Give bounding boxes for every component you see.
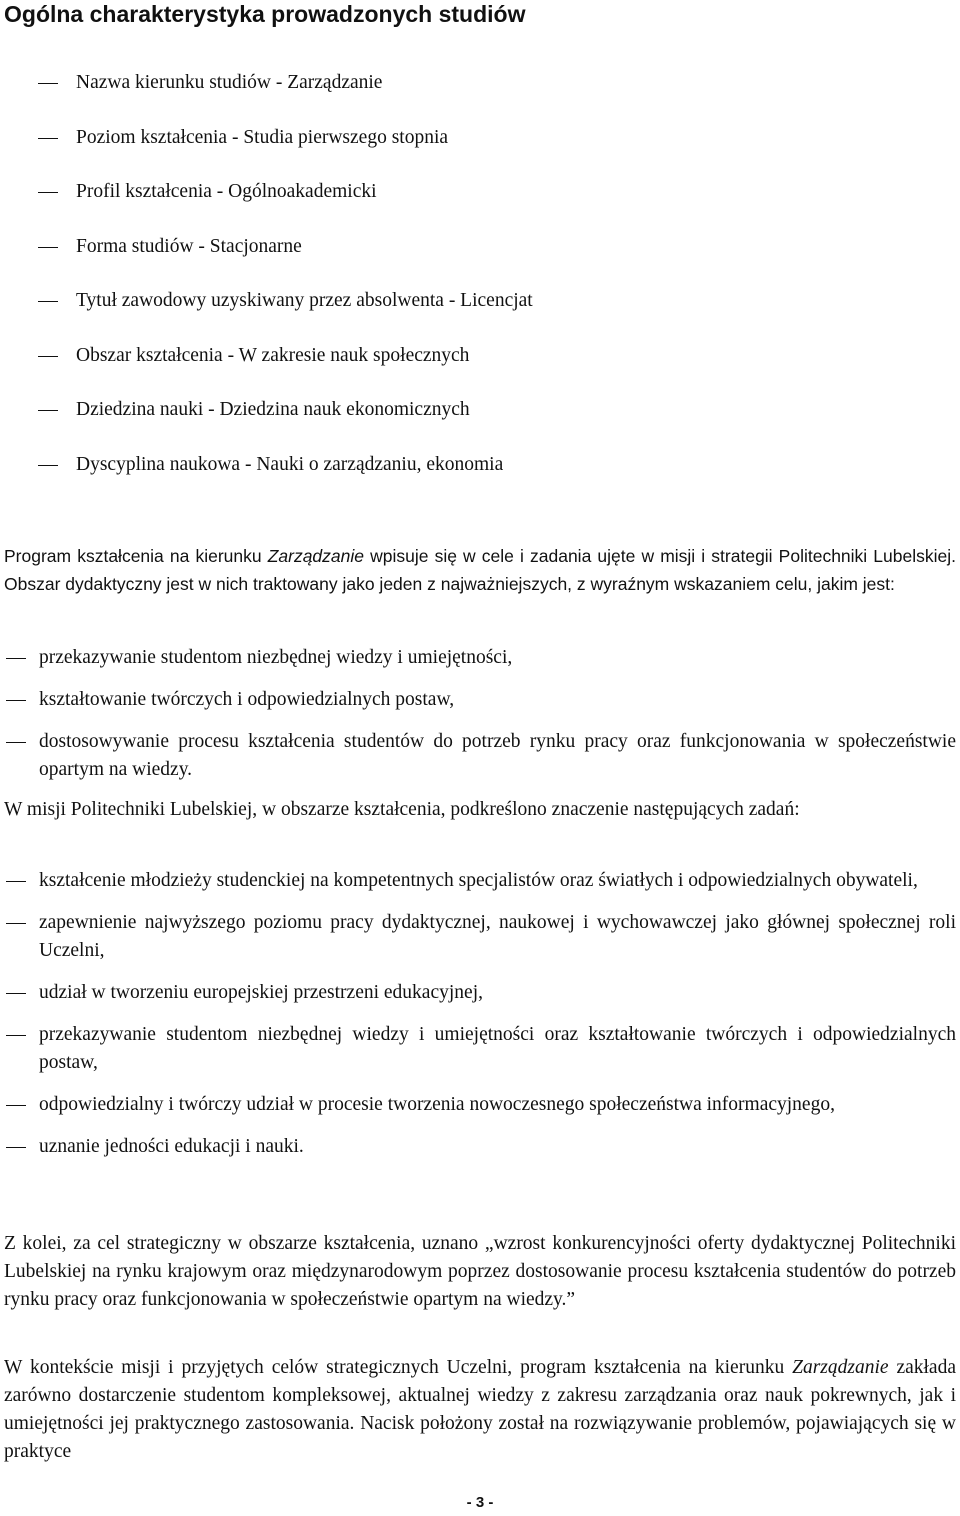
list-item: Poziom kształcenia - Studia pierwszego stopnia: [4, 125, 956, 180]
dash-bullet-icon: [6, 923, 26, 924]
mission-paragraph: W misji Politechniki Lubelskiej, w obszarze kształcenia, podkreślono znaczenie następujących zadań:: [4, 799, 800, 820]
list-item: udział w tworzeniu europejskiej przestrzeni edukacyjnej,: [4, 979, 956, 1007]
program-intro-paragraph: Program kształcenia na kierunku Zarządzanie wpisuje się w cele i zadania ujęte w misji i strategii Politechniki Lubelskiej. Obszar dydaktyczny jest w nich traktowany jako jeden z najważniejszych, z wyraźnym wskazaniem celu, jakim jest:: [4, 546, 956, 594]
list-item: Dziedzina nauki - Dziedzina nauk ekonomicznych: [4, 397, 956, 452]
list-item: Profil kształcenia - Ogólnoakademicki: [4, 179, 956, 234]
dash-bullet-icon: [38, 247, 58, 248]
list-item: Obszar kształcenia - W zakresie nauk społecznych: [4, 343, 956, 398]
dash-bullet-icon: [38, 138, 58, 139]
dash-bullet-icon: [38, 301, 58, 302]
field-name-emphasis: Zarządzanie: [267, 546, 365, 566]
mission-tasks-list: [4, 867, 956, 1161]
field-name-emphasis: Zarządzanie: [792, 1357, 889, 1378]
list-item: kształtowanie twórczych i odpowiedzialnych postaw,: [4, 686, 956, 714]
dash-bullet-icon: [6, 1105, 26, 1106]
goals-list: [4, 644, 956, 784]
strategic-goal-paragraph: Z kolei, za cel strategiczny w obszarze kształcenia, uznano „wzrost konkurencyjności oferty dydaktycznej Politechniki Lubelskiej na rynku krajowym oraz międzynarodowym poprzez dostosowanie procesu kształcenia studentów do potrzeb rynku pracy oraz funkcjonowania w społeczeństwie opartym na wiedzy.”: [4, 1233, 956, 1310]
dash-bullet-icon: [6, 700, 26, 701]
dash-bullet-icon: [38, 410, 58, 411]
list-item: przekazywanie studentom niezbędnej wiedzy i umiejętności oraz kształtowanie twórczych i odpowiedzialnych postaw,: [4, 1021, 956, 1077]
section-heading: Ogólna charakterystyka prowadzonych studiów: [4, 1, 526, 27]
dash-bullet-icon: [38, 465, 58, 466]
list-item: uznanie jedności edukacji i nauki.: [4, 1133, 956, 1161]
dash-bullet-icon: [6, 993, 26, 994]
dash-bullet-icon: [38, 192, 58, 193]
list-item: dostosowywanie procesu kształcenia studentów do potrzeb rynku pracy oraz funkcjonowania w społeczeństwie opartym na wiedzy.: [4, 728, 956, 784]
list-item: Nazwa kierunku studiów - Zarządzanie: [4, 70, 956, 125]
dash-bullet-icon: [6, 742, 26, 743]
list-item: Dyscyplina naukowa - Nauki o zarządzaniu, ekonomia: [4, 452, 956, 507]
dash-bullet-icon: [6, 881, 26, 882]
list-item: Forma studiów - Stacjonarne: [4, 234, 956, 289]
dash-bullet-icon: [6, 1035, 26, 1036]
dash-bullet-icon: [38, 356, 58, 357]
list-item: zapewnienie najwyższego poziomu pracy dydaktycznej, naukowej i wychowawczej jako głównej społecznej roli Uczelni,: [4, 909, 956, 965]
list-item: odpowiedzialny i twórczy udział w procesie tworzenia nowoczesnego społeczeństwa informacyjnego,: [4, 1091, 956, 1119]
page-number: - 3 -: [466, 1494, 494, 1511]
study-info-list: [4, 70, 956, 506]
program-context-paragraph: W kontekście misji i przyjętych celów strategicznych Uczelni, program kształcenia na kierunku Zarządzanie zakłada zarówno dostarczenie studentom kompleksowej, aktualnej wiedzy z zakresu zarządzania oraz nauk pokrewnych, jak i umiejętności jej praktycznego zastosowania. Nacisk położony został na rozwiązywanie problemów, pojawiających się w praktyce: [4, 1357, 956, 1462]
dash-bullet-icon: [6, 1147, 26, 1148]
dash-bullet-icon: [6, 658, 26, 659]
document-page: [4, 0, 956, 1516]
dash-bullet-icon: [38, 83, 58, 84]
list-item: kształcenie młodzieży studenckiej na kompetentnych specjalistów oraz światłych i odpowiedzialnych obywateli,: [4, 867, 956, 895]
list-item: Tytuł zawodowy uzyskiwany przez absolwenta - Licencjat: [4, 288, 956, 343]
list-item: przekazywanie studentom niezbędnej wiedzy i umiejętności,: [4, 644, 956, 672]
